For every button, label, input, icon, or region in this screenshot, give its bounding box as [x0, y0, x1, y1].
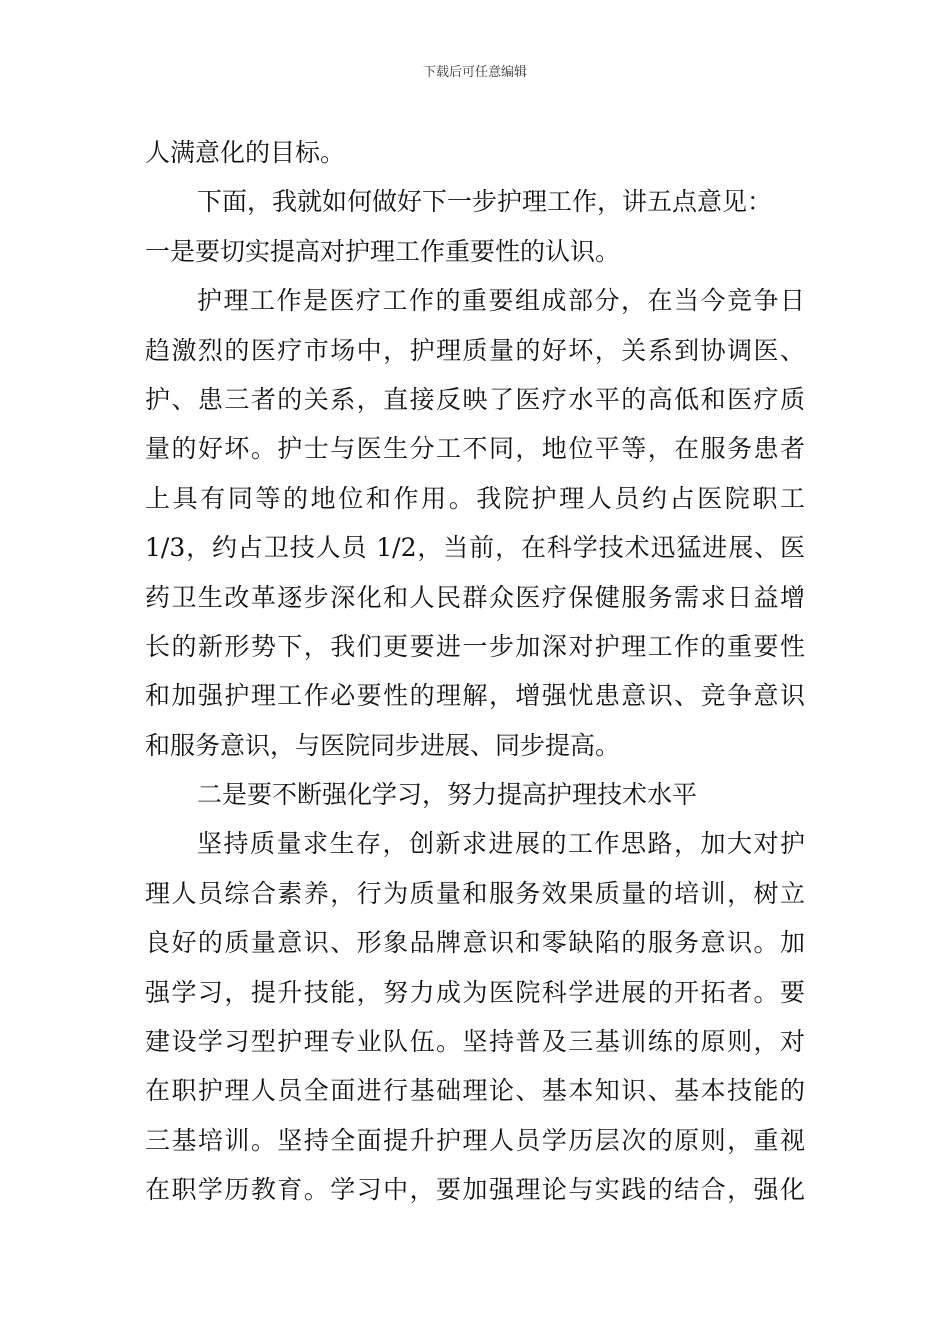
page-header: 下载后可任意编辑 [422, 65, 527, 80]
text-line: 量的好坏。护士与医生分工不同，地位平等，在服务患者 [145, 434, 805, 464]
text-line: 和服务意识，与医院同步进展、同步提高。 [145, 730, 621, 760]
text-line: 药卫生改革逐步深化和人民群众医疗保健服务需求日益增 [145, 582, 805, 612]
text-line: 趋激烈的医疗市场中，护理质量的好坏，关系到协调医、 [145, 335, 805, 365]
text-line: 理人员综合素养，行为质量和服务效果质量的培训，树立 [145, 878, 805, 908]
text-line: 在职学历教育。学习中，要加强理论与实践的结合，强化 [145, 1175, 805, 1205]
text-line: 坚持质量求生存，创新求进展的工作思路，加大对护 [197, 829, 805, 859]
text-line: 建设学习型护理专业队伍。坚持普及三基训练的原则，对 [145, 1027, 805, 1057]
text-line: 在职护理人员全面进行基础理论、基本知识、基本技能的 [145, 1076, 805, 1106]
text-line: 下面，我就如何做好下一步护理工作，讲五点意见： [197, 187, 773, 217]
text-line: 护、患三者的关系，直接反映了医疗水平的高低和医疗质 [145, 384, 805, 414]
text-line: 护理工作是医疗工作的重要组成部分，在当今竞争日 [197, 286, 805, 316]
text-line: 和加强护理工作必要性的理解，增强忧患意识、竞争意识 [145, 681, 805, 711]
text-line: 人满意化的目标。 [145, 138, 346, 167]
body-text [145, 128, 805, 1215]
text-line: 强学习，提升技能，努力成为医院科学进展的开拓者。要 [145, 977, 805, 1007]
section-heading: 二是要不断强化学习，努力提高护理技术水平 [197, 780, 698, 810]
text-line: 上具有同等的地位和作用。我院护理人员约占医院职工 [145, 483, 805, 513]
text-line: 长的新形势下，我们更要进一步加深对护理工作的重要性 [145, 631, 805, 661]
text-line: 1/3，约占卫技人员 1/2，当前，在科学技术迅猛进展、医 [145, 533, 805, 563]
text-line: 一是要切实提高对护理工作重要性的认识。 [145, 236, 621, 266]
text-line: 良好的质量意识、形象品牌意识和零缺陷的服务意识。加 [145, 928, 805, 958]
text-line: 三基培训。坚持全面提升护理人员学历层次的原则，重视 [145, 1125, 805, 1155]
